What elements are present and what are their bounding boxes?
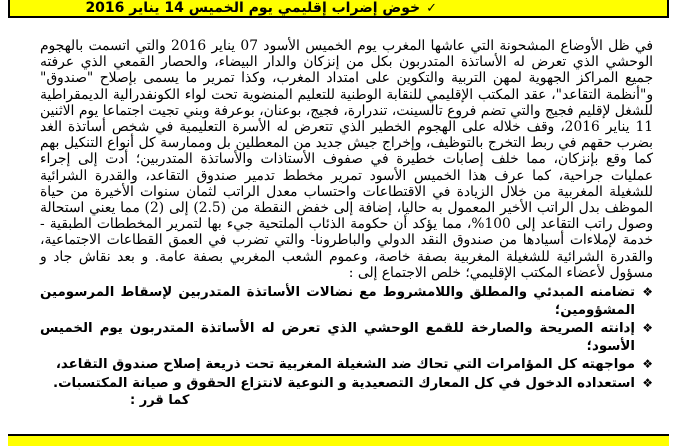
declaration-item: [40, 375, 653, 393]
declaration-text: مواجهته كل المؤامرات التي تحاك ضد الشغيلة المغربية تحت ذريعة إصلاح صندوق التقاعد،: [55, 357, 635, 373]
header-banner: [8, 0, 669, 18]
declaration-item: [40, 320, 653, 355]
declaration-item: [40, 284, 653, 319]
statement-paragraph: في ظل الأوضاع المشحونة التي عاشها المغرب يوم الخميس الأسود 07 يناير 2016 والتي اتسمت بالهجوم الوحشي الذي تعرض له الأساتذة المتدربون بكل من إنزكان والدار البيضاء، والحصار القمعي الذي عرفته جميع المراكز الجهوية لمهن التربية والتكوين على امتداد المغرب، وكذا تمرير ما يسمى بإصلاح "صندوق" و"أنظمة التقاعد"، عقد المكتب الإقليمي للنقابة الوطنية للتعليم المنضوية تحت لواء الكونفدرالية الديمقراطية للشغل لإقليم فجيج والتي تضم فروع تالسينت، تندرارة، فجيج، بوعنان، بوعرفة وبني تجيت اجتماعا يوم الاثنين 11 يناير 2016، وقف خلاله على الهجوم الخطير الذي تتعرض له الأسرة التعليمية في شخص أساتذة الغد بضرب حقهم في ربط التخرج بالتوظيف، وإخراج جيش جديد من المعطلين بل وممارسة كل أنواع التنكيل بهم كما وقع بإنزكان، مما خلف إصابات خطيرة في صفوف الأستاذات والأساتذة المتدربين؛ أدت إلى إجراء عمليات جراحية، كما عرف هذا الخميس الأسود تمرير مخطط تدمير صندوق التقاعد، والقدرة الشرائية للشغيلة المغربية من خلال الزيادة في الاقتطاعات واحتساب معدل الراتب لثمان سنوات الأخيرة من حياة الموظف بدل الراتب الأخير المعمول به حاليا، إضافة إلى خفض النقطة من (2.5) إلى (2) مما يعني استحالة وصول راتب التقاعد إلى 100%، مما يؤكد أن حكومة الذئاب الملتحية جيء بها لتمرير المخططات الطبقية - خدمة لإملاءات أسيادها من صندوق النقد الدولي والباطرونا- والتي تضرب في العمق القطاعات الاجتماعية، والقدرة الشرائية للشغيلة المغربية بصفة خاصة، وعموم الشعب المغربي بصفة عامة. و بعد نقاش جاد و مسؤول لأعضاء المكتب الإقليمي؛ خلص الاجتماع إلى :: [40, 38, 653, 281]
statement-body: [40, 38, 653, 408]
declarations-list: [40, 284, 653, 392]
diamond-bullet-icon: ❖: [642, 357, 653, 372]
check-mark-icon: ✓: [426, 0, 437, 16]
declaration-item: [40, 356, 653, 374]
bottom-banner: [8, 434, 669, 446]
diamond-bullet-icon: ❖: [642, 285, 653, 300]
declaration-text: تضامنه المبدئي والمطلق واللامشروط مع نضالات الأساتذة المتدربين لإسقاط المرسومين المشؤومين؛: [40, 285, 635, 318]
declaration-text: إدانته الصريحة والصارخة للقمع الوحشي الذي تعرض له الأساتذة المتدربون يوم الخميس الأسود؛: [40, 321, 635, 354]
diamond-bullet-icon: ❖: [642, 321, 653, 336]
diamond-bullet-icon: ❖: [642, 375, 653, 390]
header-banner-text: خوض إضراب إقليمي يوم الخميس 14 يناير 2016: [85, 0, 421, 16]
declaration-text: استعداده الدخول في كل المعارك التصعيدية و النوعية لانتزاع الحقوق و صيانة المكتسبات.: [52, 375, 635, 391]
decided-label: كما قرر :: [130, 393, 190, 409]
